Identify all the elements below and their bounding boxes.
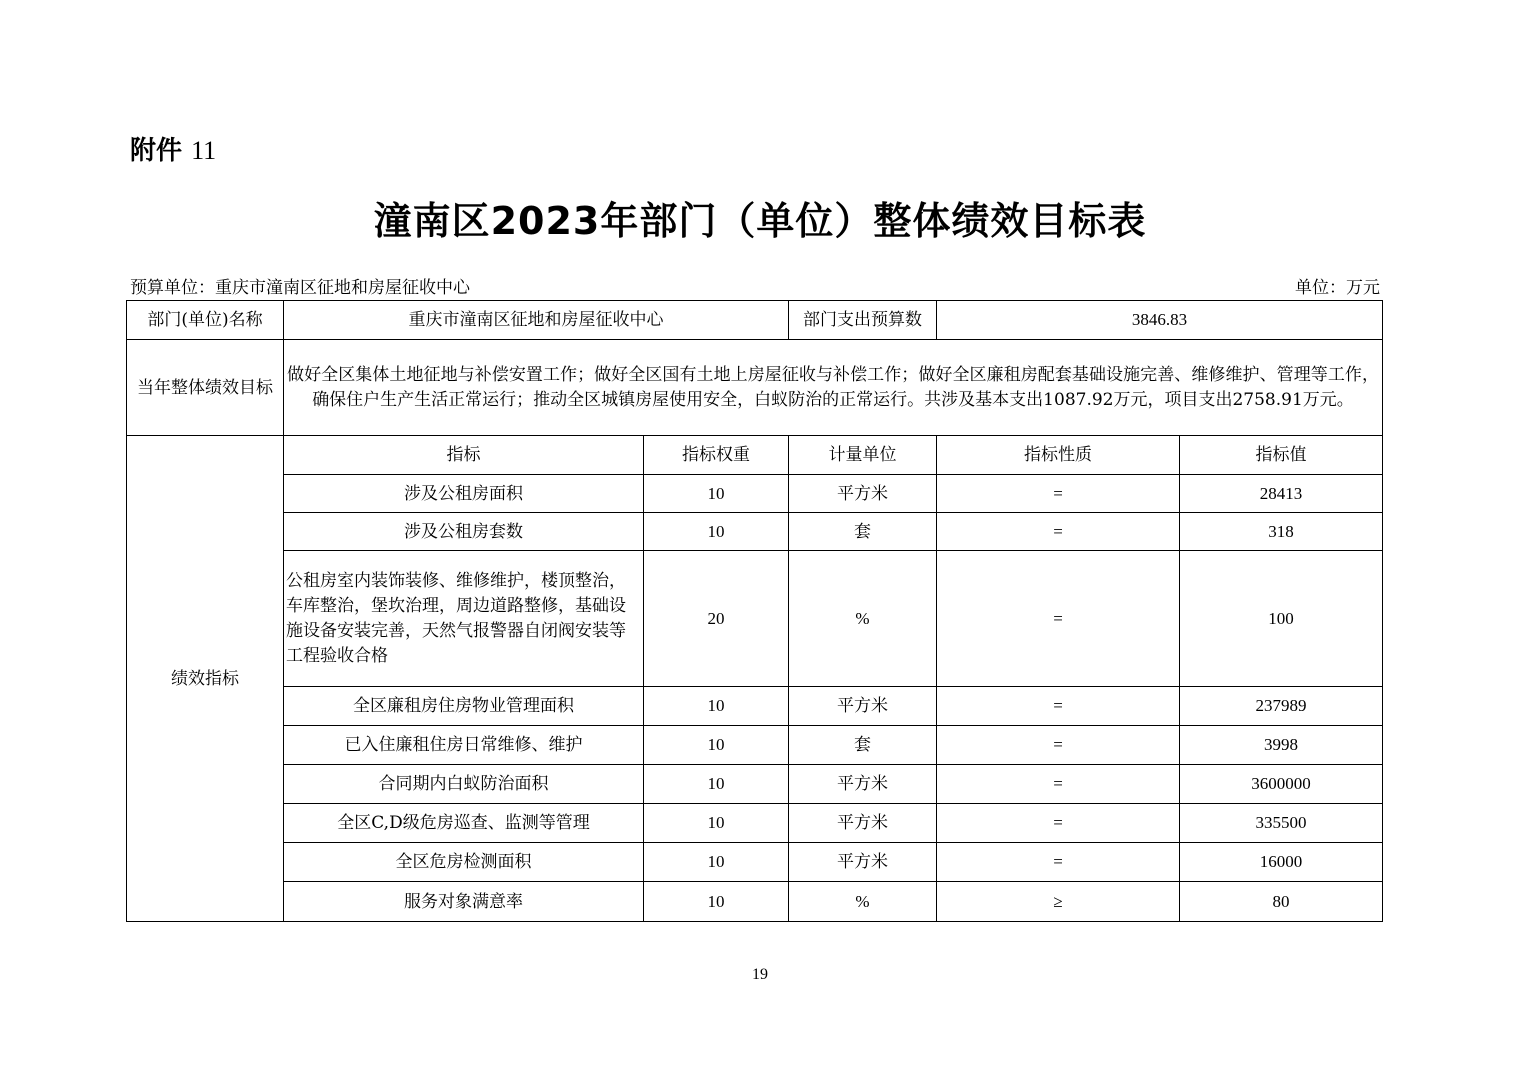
- indicator-nature: =: [937, 726, 1180, 765]
- indicator-weight: 20: [644, 551, 789, 687]
- indicator-unit: 平方米: [789, 843, 937, 882]
- table-row: [127, 765, 1383, 804]
- indicator-name: 服务对象满意率: [284, 882, 644, 922]
- column-header: 指标性质: [937, 436, 1180, 475]
- indicator-nature: =: [937, 804, 1180, 843]
- indicator-weight: 10: [644, 475, 789, 513]
- table-row: [127, 804, 1383, 843]
- indicator-name: 涉及公租房套数: [284, 513, 644, 551]
- budget-unit-label: 预算单位：重庆市潼南区征地和房屋征收中心: [130, 278, 470, 298]
- indicator-nature: =: [937, 551, 1180, 687]
- indicator-weight: 10: [644, 726, 789, 765]
- column-header: 指标值: [1180, 436, 1383, 475]
- indicator-value: 100: [1180, 551, 1383, 687]
- indicator-value: 318: [1180, 513, 1383, 551]
- indicator-nature: =: [937, 843, 1180, 882]
- indicator-value: 16000: [1180, 843, 1383, 882]
- document-title: 潼南区2023年部门（单位）整体绩效目标表: [373, 199, 1147, 243]
- indicator-name: 合同期内白蚁防治面积: [284, 765, 644, 804]
- budget-value: 3846.83: [937, 301, 1383, 340]
- indicator-unit: 平方米: [789, 804, 937, 843]
- indicator-value: 335500: [1180, 804, 1383, 843]
- table-row: [127, 513, 1383, 551]
- indicator-value: 3998: [1180, 726, 1383, 765]
- indicator-unit: %: [789, 882, 937, 922]
- currency-unit-label: 单位：万元: [1295, 278, 1380, 298]
- attachment-text: 附件: [130, 136, 183, 166]
- indicator-unit: 平方米: [789, 475, 937, 513]
- dept-info-row: [127, 301, 1383, 340]
- indicator-header-row: [127, 436, 1383, 475]
- indicator-weight: 10: [644, 765, 789, 804]
- indicator-weight: 10: [644, 882, 789, 922]
- budget-label: 部门支出预算数: [789, 301, 937, 340]
- indicator-nature: ≥: [937, 882, 1180, 922]
- performance-table: [126, 300, 1383, 922]
- indicator-name: 涉及公租房面积: [284, 475, 644, 513]
- column-header: 指标权重: [644, 436, 789, 475]
- indicator-name: 全区廉租房住房物业管理面积: [284, 687, 644, 726]
- goal-text: 做好全区集体土地征地与补偿安置工作；做好全区国有土地上房屋征收与补偿工作；做好全区廉租房配套基础设施完善、维修维护、管理等工作，确保住户生产生活正常运行；推动全区城镇房屋使用安全，白蚁防治的正常运行。共涉及基本支出1087.92万元，项目支出2758.91万元。: [284, 340, 1383, 436]
- column-header: 计量单位: [789, 436, 937, 475]
- indicator-value: 80: [1180, 882, 1383, 922]
- goal-row: [127, 340, 1383, 436]
- indicator-unit: %: [789, 551, 937, 687]
- indicator-weight: 10: [644, 843, 789, 882]
- indicator-nature: =: [937, 687, 1180, 726]
- table-row: [127, 843, 1383, 882]
- indicator-name: 全区C,D级危房巡查、监测等管理: [284, 804, 644, 843]
- indicator-weight: 10: [644, 513, 789, 551]
- indicator-name: 公租房室内装饰装修、维修维护，楼顶整治，车库整治，堡坎治理，周边道路整修，基础设施设备安装完善，天然气报警器自闭阀安装等工程验收合格: [284, 551, 644, 687]
- indicator-unit: 套: [789, 513, 937, 551]
- indicator-nature: =: [937, 475, 1180, 513]
- indicator-value: 3600000: [1180, 765, 1383, 804]
- indicator-unit: 平方米: [789, 687, 937, 726]
- dept-name-value: 重庆市潼南区征地和房屋征收中心: [284, 301, 789, 340]
- indicator-value: 28413: [1180, 475, 1383, 513]
- indicator-value: 237989: [1180, 687, 1383, 726]
- indicators-section-label: 绩效指标: [127, 436, 284, 922]
- indicator-weight: 10: [644, 687, 789, 726]
- table-row: [127, 475, 1383, 513]
- indicator-weight: 10: [644, 804, 789, 843]
- table-row: [127, 882, 1383, 922]
- attachment-label: [130, 130, 216, 167]
- table-row: [127, 551, 1383, 687]
- column-header: 指标: [284, 436, 644, 475]
- table-row: [127, 687, 1383, 726]
- table-row: [127, 726, 1383, 765]
- indicator-name: 全区危房检测面积: [284, 843, 644, 882]
- dept-name-label: 部门(单位)名称: [127, 301, 284, 340]
- indicator-unit: 平方米: [789, 765, 937, 804]
- page-number: 19: [752, 966, 768, 983]
- goal-label: 当年整体绩效目标: [127, 340, 284, 436]
- attachment-number: 11: [191, 136, 217, 165]
- indicator-name: 已入住廉租住房日常维修、维护: [284, 726, 644, 765]
- indicator-unit: 套: [789, 726, 937, 765]
- indicator-nature: =: [937, 765, 1180, 804]
- indicator-nature: =: [937, 513, 1180, 551]
